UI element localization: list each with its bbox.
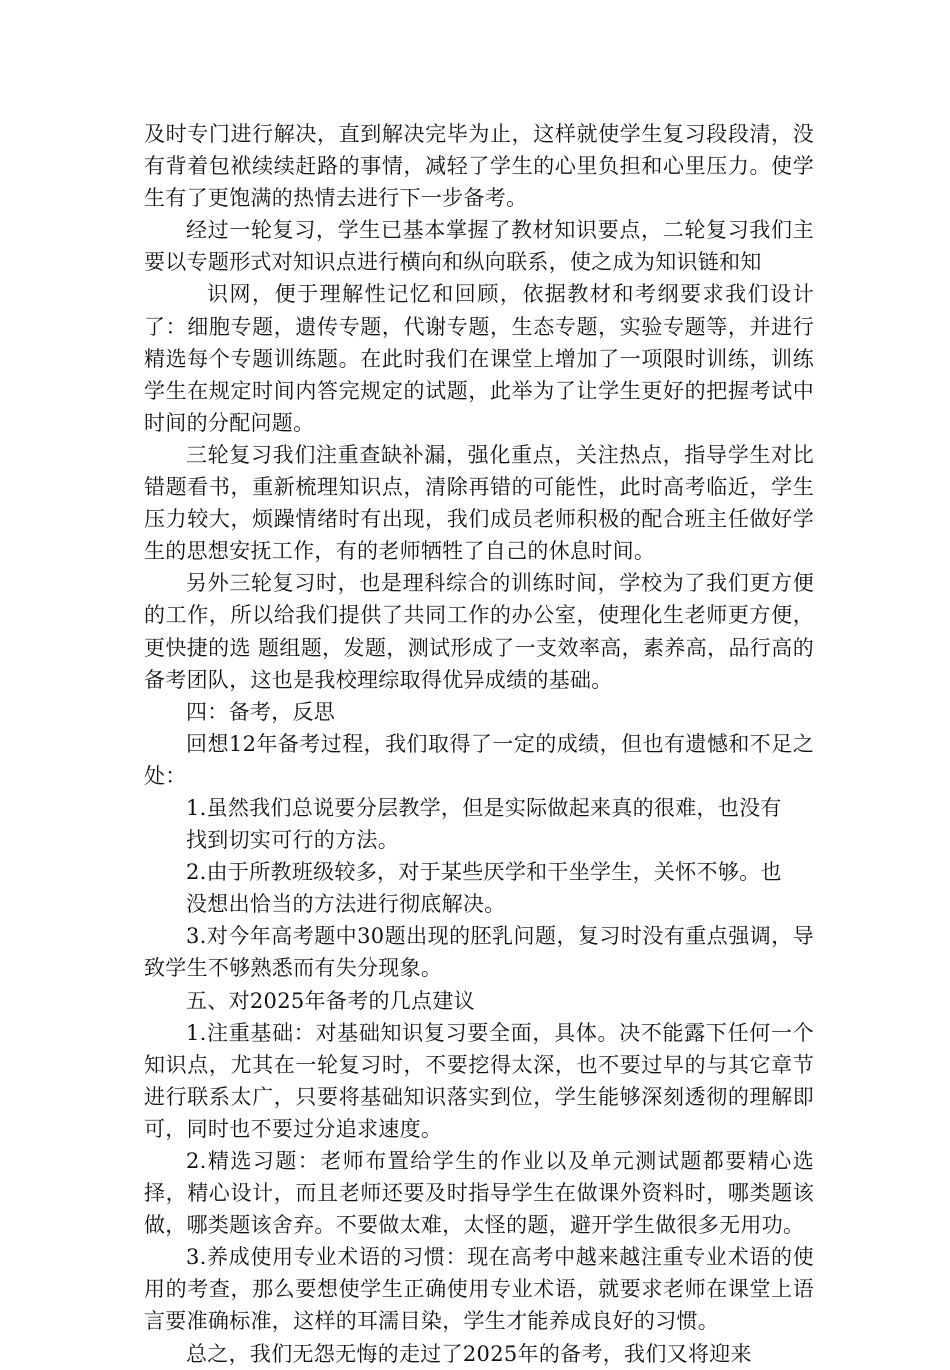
paragraph-review-continuation: 及时专门进行解决，直到解决完毕为止，这样就使学生复习段段清，没有背着包袱续续赶路的事情，减轻了学生的心里负担和心里压力。使学生有了更饱满的热情去进行下一步备考。 — [144, 122, 814, 211]
list-item-suggestion-1: 1.注重基础：对基础知识复习要全面，具体。决不能露下任何一个知识点，尤其在一轮复习时，不要挖得太深，也不要过早的与其它章节进行联系太广，只要将基础知识落实到位，学生能够深刻透彻的理解即可，同时也不要过分追求速度。 — [144, 1020, 814, 1141]
paragraph-reflection-intro: 回想12年备考过程，我们取得了一定的成绩，但也有遗憾和不足之处： — [144, 731, 814, 788]
paragraph-science-training: 另外三轮复习时，也是理科综合的训练时间，学校为了我们更方便的工作，所以给我们提供了共同工作的办公室，使理化生老师更方便，更快捷的选 题组题，发题，测试形成了一支效率高，素养高，品行高的备考团队，这也是我校理综取得优异成绩的基础。 — [144, 571, 814, 692]
paragraph-second-round-review: 经过一轮复习，学生已基本掌握了教材知识要点，二轮复习我们主要以专题形式对知识点进行横向和纵向联系，使之成为知识链和知 — [144, 218, 814, 275]
section-heading-reflection: 四：备考，反思 — [186, 699, 336, 724]
list-item-reflection-1: 1.虽然我们总说要分层教学，但是实际做起来真的很难，也没有 — [186, 795, 782, 820]
list-item-suggestion-2: 2.精选习题：老师布置给学生的作业以及单元测试题都要精心选择，精心设计，而且老师还要及时指导学生在做课外资料时，哪类题该做，哪类题该舍弃。不要做太难，太怪的题，避开学生做很多无用功。 — [144, 1149, 814, 1238]
list-item-reflection-3: 3.对今年高考题中30题出现的胚乳问题，复习时没有重点强调，导致学生不够熟悉而有失分现象。 — [144, 924, 814, 981]
paragraph-topic-network: 识网，便于理解性记忆和回顾，依据教材和考纲要求我们设计了：细胞专题，遗传专题，代谢专题，生态专题，实验专题等，并进行精选每个专题训练题。在此时我们在课堂上增加了一项限时训练，训练学生在规定时间内答完规定的试题，此举为了让学生更好的把握考试中时间的分配问题。 — [144, 282, 814, 435]
section-heading-suggestions: 五、对2025年备考的几点建议 — [186, 988, 475, 1013]
paragraph-conclusion: 总之，我们无怨无悔的走过了2025年的备考，我们又将迎来 — [186, 1341, 752, 1366]
paragraph-third-round-review: 三轮复习我们注重查缺补漏，强化重点，关注热点，指导学生对比错题看书，重新梳理知识点，清除再错的可能性，此时高考临近，学生压力较大，烦躁情绪时有出现，我们成员老师积极的配合班主任做好学生的思想安抚工作，有的老师牺牲了自己的休息时间。 — [144, 442, 814, 564]
document-body — [144, 118, 814, 1370]
list-item-reflection-1-cont: 找到切实可行的方法。 — [186, 828, 399, 853]
list-item-reflection-2-cont: 没想出恰当的方法进行彻底解决。 — [186, 892, 506, 917]
list-item-suggestion-3: 3.养成使用专业术语的习惯：现在高考中越来越注重专业术语的使用的考查，那么要想使学生正确使用专业术语，就要求老师在课堂上语言要准确标准，这样的耳濡目染，学生才能养成良好的习惯。 — [144, 1245, 814, 1334]
list-item-reflection-2: 2.由于所教班级较多，对于某些厌学和干坐学生，关怀不够。也 — [186, 860, 782, 885]
